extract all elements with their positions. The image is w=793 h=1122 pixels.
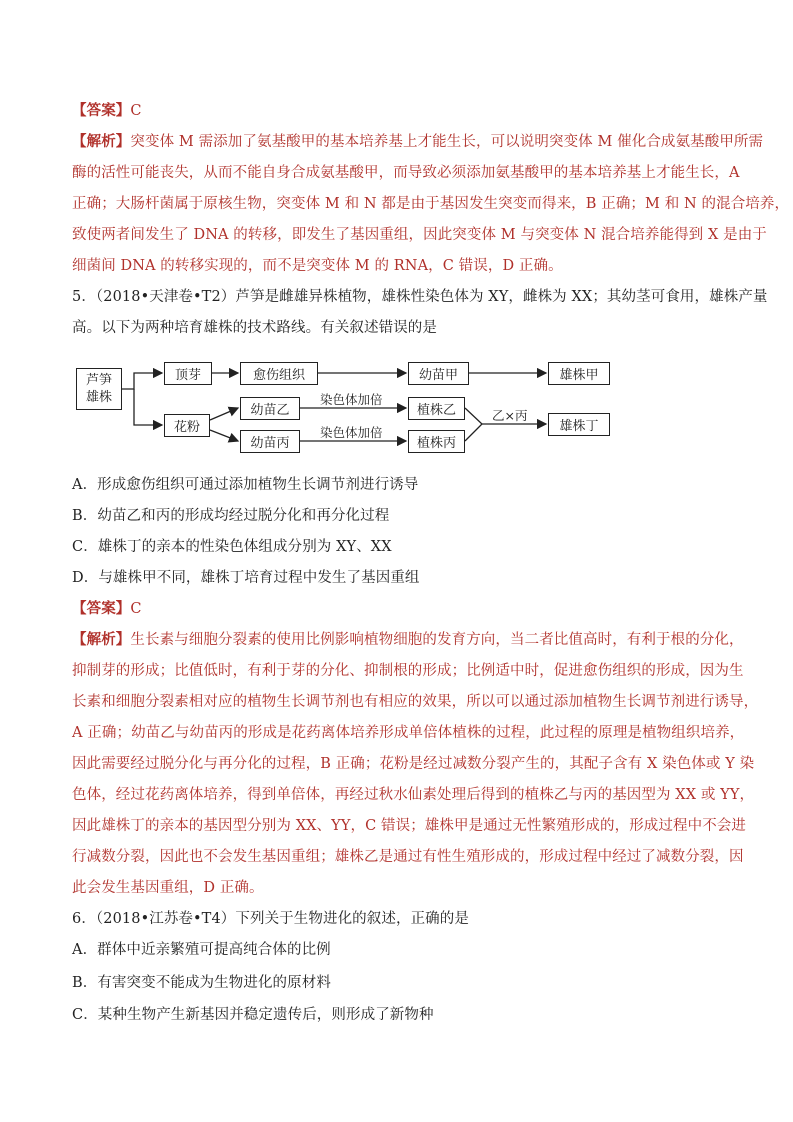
q5-analysis-line-5: 因此需要经过脱分化与再分化的过程，B 正确；花粉是经过减数分裂产生的，其配子含有 X 染色体或 Y 染 [72, 756, 755, 772]
q4-answer [72, 101, 732, 121]
answer-value: C [130, 601, 142, 617]
label-double-b: 染色体加倍 [320, 392, 383, 407]
box-bud: 顶芽 [164, 362, 212, 385]
q4-analysis-line-4: 致使两者间发生了 DNA 的转移，即发生了基因重组，因此突变体 M 与突变体 N 混合培养能得到 X 是由于 [72, 227, 767, 243]
arrow-pollen-to-seedling-b [210, 408, 238, 420]
q5-option-d: D．与雄株甲不同，雄株丁培育过程中发生了基因重组 [72, 570, 420, 586]
q5-analysis-line-2: 抑制芽的形成；比值低时，有利于芽的分化、抑制根的形成；比例适中时，促进愈伤组织的形成，因为生 [72, 663, 744, 679]
q6-option-b: B．有害突变不能成为生物进化的原材料 [72, 975, 331, 991]
q5-option-b: B．幼苗乙和丙的形成均经过脱分化和再分化过程 [72, 508, 390, 524]
q4-analysis-line-1: 【解析】突变体 M 需添加了氨基酸甲的基本培养基上才能生长，可以说明突变体 M 催化合成氨基酸甲所需 [72, 133, 764, 150]
q5-stem-line-2: 高。以下为两种培育雄株的技术路线。有关叙述错误的是 [72, 320, 437, 336]
analysis-bracket: 【解析】 [72, 133, 131, 150]
answer-bracket: 【答案】 [72, 102, 131, 119]
box-seedling-b: 幼苗乙 [240, 397, 300, 420]
q6-option-c: C．某种生物产生新基因并稳定遗传后，则形成了新物种 [72, 1007, 434, 1023]
q6-stem: 6．（2018•江苏卷•T4）下列关于生物进化的叙述，正确的是 [72, 911, 469, 927]
q6-option-a: A．群体中近亲繁殖可提高纯合体的比例 [72, 942, 331, 958]
q5-analysis-line-1: 【解析】生长素与细胞分裂素的使用比例影响植物细胞的发育方向，当二者比值高时，有利于根的分化， [72, 631, 744, 648]
label-cross: 乙×丙 [492, 408, 528, 423]
label-double-c: 染色体加倍 [320, 425, 383, 440]
arrow-source-to-bud [122, 373, 162, 389]
box-seedling-c: 幼苗丙 [240, 430, 300, 453]
box-pollen: 花粉 [164, 414, 210, 437]
arrow-source-to-pollen [134, 389, 162, 425]
q5-answer [72, 599, 732, 619]
box-male-a: 雄株甲 [548, 362, 610, 385]
analysis-bracket: 【解析】 [72, 631, 131, 648]
q5-option-a: A．形成愈伤组织可通过添加植物生长调节剂进行诱导 [72, 477, 419, 493]
box-source: 芦笋 雄株 [76, 368, 122, 410]
answer-bracket: 【答案】 [72, 600, 131, 617]
box-seedling-a: 幼苗甲 [408, 362, 469, 385]
box-plant-c: 植株丙 [408, 430, 465, 453]
q5-analysis-line-4: A 正确；幼苗乙与幼苗丙的形成是花药离体培养形成单倍体植株的过程，此过程的原理是植物组织培养， [72, 725, 745, 741]
q5-analysis-line-7: 因此雄株丁的亲本的基因型分别为 XX、YY，C 错误；雄株甲是通过无性繁殖形成的，形成过程中不会进 [72, 818, 746, 834]
q5-option-c: C．雄株丁的亲本的性染色体组成分别为 XY、XX [72, 539, 392, 555]
q5-analysis-line-6: 色体，经过花药离体培养，得到单倍体，再经过秋水仙素处理后得到的植株乙与丙的基因型为 XX 或 YY， [72, 787, 755, 803]
box-male-d: 雄株丁 [548, 413, 610, 436]
q5-stem-line-1: 5．（2018•天津卷•T2）芦笋是雌雄异株植物，雄株性染色体为 XY，雌株为 XX；其幼茎可食用，雄株产量 [72, 289, 768, 305]
q4-analysis-line-3: 正确；大肠杆菌属于原核生物，突变体 M 和 N 都是由于基因发生突变而得来，B 正确；M 和 N 的混合培养， [72, 196, 790, 212]
box-plant-b: 植株乙 [408, 397, 465, 420]
q5-analysis-line-8: 行减数分裂，因此也不会发生基因重组；雄株乙是通过有性生殖形成的，形成过程中经过了减数分裂，因 [72, 849, 744, 865]
breeding-flow-diagram [72, 340, 632, 460]
cross-bracket [465, 408, 482, 441]
q4-analysis-line-5: 细菌间 DNA 的转移实现的，而不是突变体 M 的 RNA，C 错误，D 正确。 [72, 258, 563, 274]
q5-analysis-line-9: 此会发生基因重组，D 正确。 [72, 880, 264, 896]
q4-analysis-line-2: 酶的活性可能丧失，从而不能自身合成氨基酸甲，而导致必须添加氨基酸甲的基本培养基上才能生长，A [72, 165, 740, 181]
answer-value: C [130, 103, 142, 119]
q5-analysis-line-3: 长素和细胞分裂素相对应的植物生长调节剂也有相应的效果，所以可以通过添加植物生长调节剂进行诱导， [72, 694, 759, 710]
box-callus: 愈伤组织 [240, 362, 318, 385]
arrow-pollen-to-seedling-c [210, 430, 238, 441]
